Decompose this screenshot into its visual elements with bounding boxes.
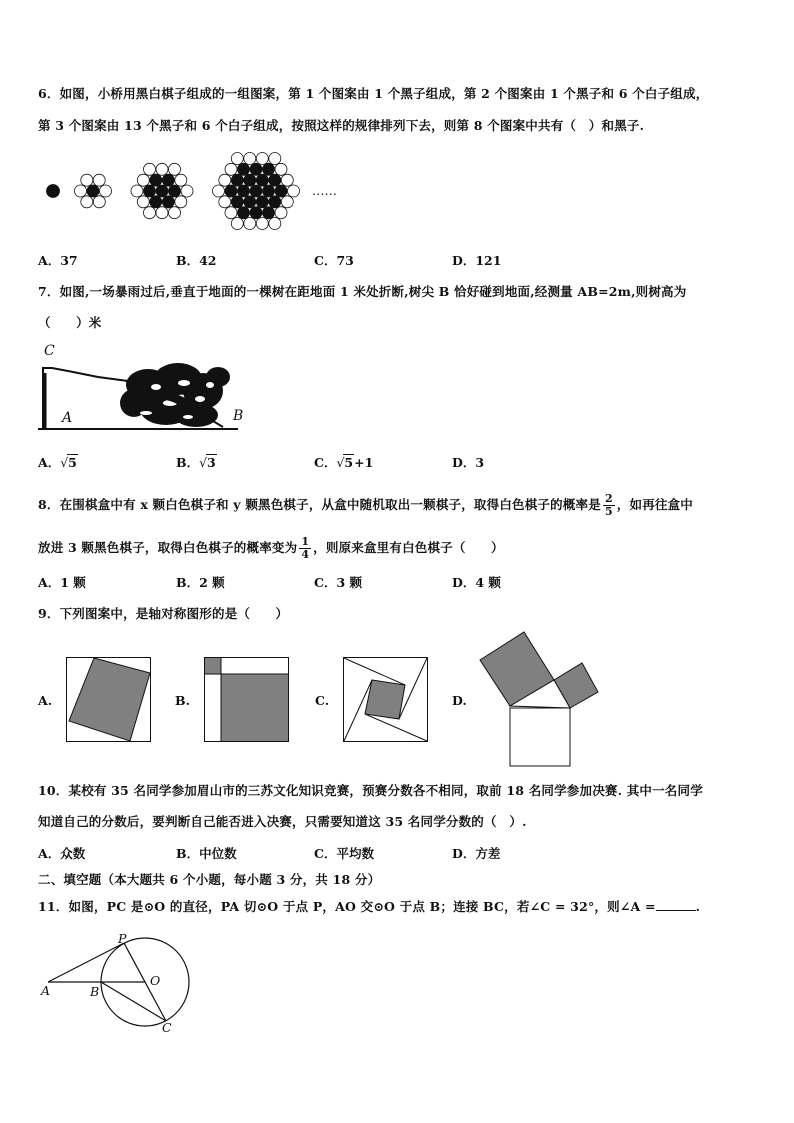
q9-label-a[interactable]: A.	[38, 693, 53, 708]
q7-label-a: A	[62, 410, 73, 426]
q7-label-b: B	[233, 408, 244, 424]
q6-option-b[interactable]: B．42	[176, 253, 217, 268]
q7-option-d[interactable]: D．3	[452, 455, 485, 470]
section-2-heading: 二、填空题（本大题共 6 个小题，每小题 3 分，共 18 分）	[38, 872, 381, 887]
q10-option-d[interactable]: D．方差	[452, 846, 501, 861]
q11-label-a: A	[41, 983, 51, 998]
q6-ellipsis: ……	[312, 183, 337, 198]
q7-option-a[interactable]: A．√5	[38, 455, 77, 470]
q7-option-b[interactable]: B．√3	[176, 455, 216, 470]
q11-text-line1: 11．如图，PC 是⊙O 的直径，PA 切⊙O 于点 P，AO 交⊙O 于点 B；连接 BC，若∠C = 32°，则∠A = .	[38, 899, 701, 914]
q8-text-line1: 8．在围棋盒中有 x 颗白色棋子和 y 颗黑色棋子，从盒中随机取出一颗棋子，取得白色棋子的概率是 $\frac{2}{5}$ ，如再往盒中	[38, 492, 693, 518]
q8-text-line2: 放进 3 颗黑色棋子，取得白色棋子的概率变为 $\frac{1}{4}$ ，则原来盒里有白色棋子（ ）	[38, 535, 504, 561]
q6-option-d[interactable]: D．121	[452, 253, 502, 268]
q6-option-a[interactable]: A．37	[38, 253, 78, 268]
q11-label-p: P	[118, 931, 127, 946]
q8-fraction-2: $\frac{1}{4}$	[301, 535, 310, 561]
q7-option-b-radicand: 3	[207, 455, 216, 470]
q6-option-c[interactable]: C．73	[314, 253, 354, 268]
q10-option-b[interactable]: B．中位数	[176, 846, 237, 861]
q7-option-c-radicand: 5	[344, 455, 354, 470]
q10-option-c[interactable]: C．平均数	[314, 846, 374, 861]
q10-text-line2: 知道自己的分数后，要判断自己能否进入决赛，只需要知道这 35 名同学分数的（ ）.	[38, 814, 527, 829]
q8-option-b[interactable]: B．2 颗	[176, 575, 225, 590]
q10-text-line1: 10．某校有 35 名同学参加眉山市的三苏文化知识竞赛，预赛分数各不相同，取前 18 名同学参加决赛. 其中一名同学	[38, 783, 703, 798]
q11-label-b: B	[90, 984, 100, 999]
q10-option-a[interactable]: A．众数	[38, 846, 86, 861]
q7-label-c: C	[44, 343, 55, 359]
q6-text-line1: 6．如图，小桥用黑白棋子组成的一组图案，第 1 个图案由 1 个黑子组成，第 2 个图案由 1 个黑子和 6 个白子组成，	[38, 86, 709, 101]
q8-option-c[interactable]: C．3 颗	[314, 575, 362, 590]
q7-option-a-radicand: 5	[68, 455, 77, 470]
q9-label-d[interactable]: D.	[452, 693, 467, 708]
q9-text-line1: 9．下列图案中，是轴对称图形的是（ ）	[38, 606, 289, 621]
q7-option-c[interactable]: C．√5+1	[314, 455, 374, 470]
q7-text-line2: （ ）米	[38, 315, 102, 330]
q8-option-a[interactable]: A．1 颗	[38, 575, 86, 590]
q7-text-line1: 7．如图,一场暴雨过后,垂直于地面的一棵树在距地面 1 米处折断,树尖 B 恰好碰到地面,经测量 AB=2m,则树高为	[38, 284, 687, 299]
q6-text-line2: 第 3 个图案由 13 个黑子和 6 个白子组成，按照这样的规律排列下去，则第 8 个图案中共有（ ）和黑子.	[38, 118, 645, 133]
q8-fraction-1: $\frac{2}{5}$	[604, 492, 613, 518]
q8-option-d[interactable]: D．4 颗	[452, 575, 501, 590]
q9-label-c[interactable]: C.	[315, 693, 330, 708]
q11-label-c: C	[162, 1020, 172, 1035]
q9-label-b[interactable]: B.	[175, 693, 190, 708]
q11-label-o: O	[150, 973, 161, 988]
